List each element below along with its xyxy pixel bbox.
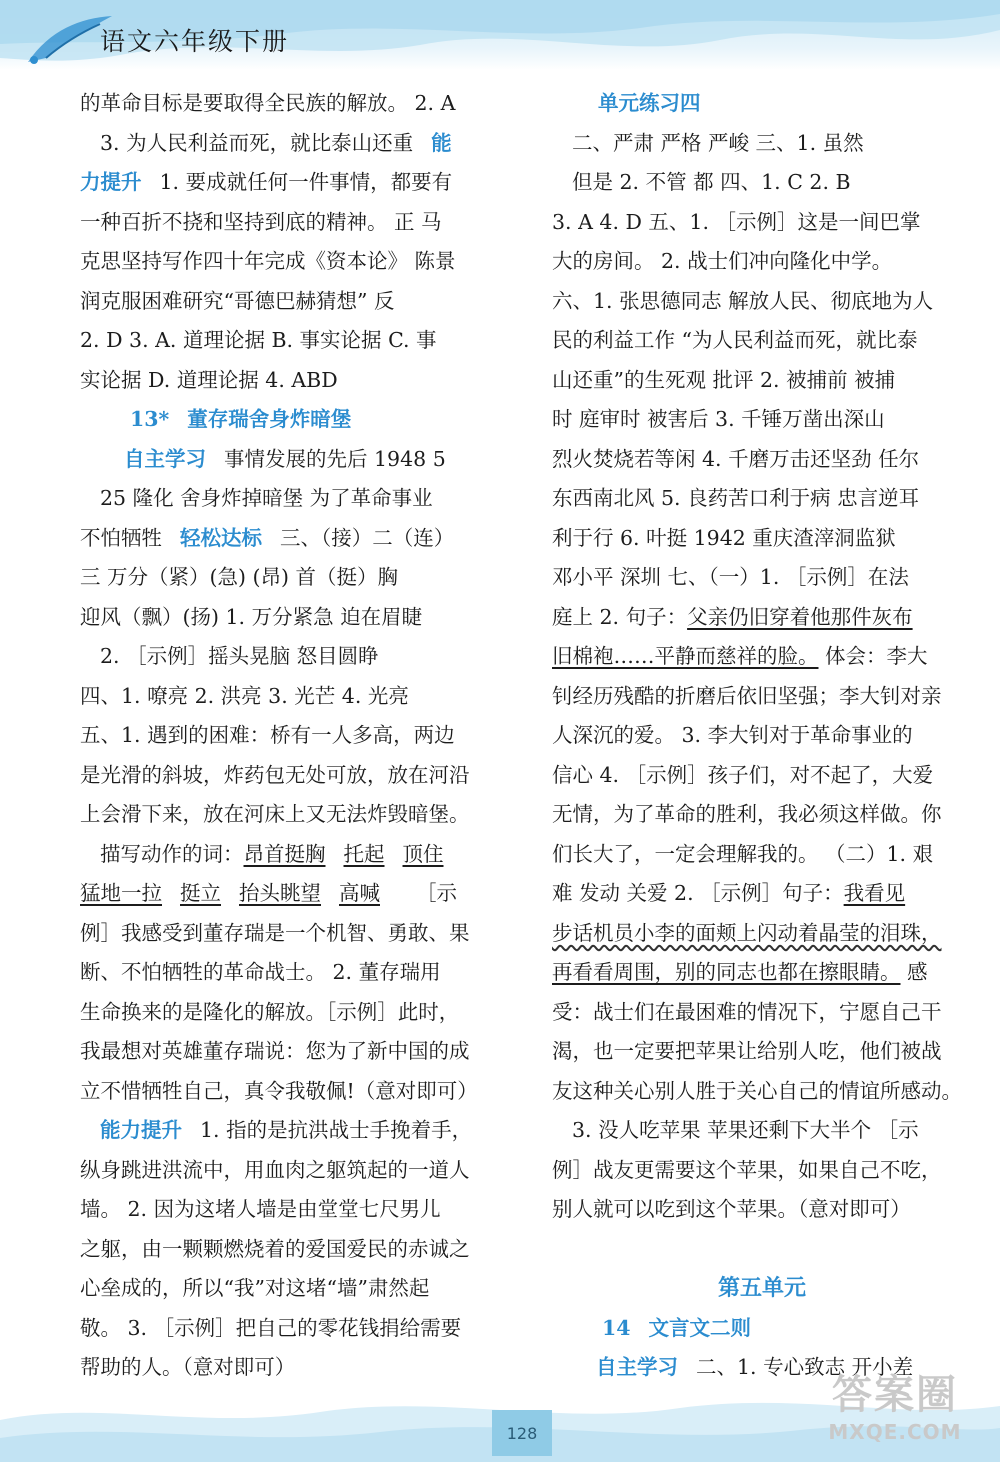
section-label: 自主学习 (124, 446, 206, 471)
text-line: 我最想对英雄董存瑞说：您为了新中国的成 (80, 1039, 470, 1063)
text-line: 时 庭审时 被害后 3. 千锤万凿出深山 (552, 407, 885, 431)
text-line: 二、严肃 严格 严峻 三、1. 虽然 (572, 130, 864, 155)
text-line: 四、1. 嘹亮 2. 洪亮 3. 光芒 4. 光亮 (80, 683, 409, 708)
text-line: 3. A 4. D 五、1. ［示例］这是一间巴掌 (552, 209, 921, 234)
watermark-logo: 答案圈 MXQE.COM (828, 1372, 962, 1444)
page-number: 128 (506, 1423, 538, 1443)
text-line: 能力提升 1. 指的是抗洪战士手挽着手， (100, 1118, 473, 1142)
text-line: 之躯，由一颗颗燃烧着的爱国爱民的赤诚之 (80, 1236, 470, 1261)
unit-heading: 单元练习四 (598, 91, 701, 115)
text-line: 难 发动 关爱 2. ［示例］句子：我看见 (552, 881, 906, 905)
text-line: 一种百折不挠和坚持到底的精神。 正 马 (80, 209, 442, 234)
text-line: 三 万分（紧）(急) (昂) 首（挺）胸 (80, 565, 399, 589)
text-line: 描写动作的词：昂首挺胸 托起 顶住 (100, 841, 444, 866)
text-line: 心垒成的，所以“我”对这堵“墙”肃然起 (80, 1276, 430, 1300)
text-line: 生命换来的是隆化的解放。［示例］此时， (80, 999, 460, 1024)
text-line: 25 隆化 舍身炸掉暗堡 为了革命事业 (100, 486, 433, 510)
text-line: 2. ［示例］摇头晃脑 怒目圆睁 (100, 644, 379, 668)
text-line: 上会滑下来，放在河床上又无法炸毁暗堡。 (80, 802, 470, 826)
text-line: 别人就可以吃到这个苹果。（意对即可） (552, 1197, 911, 1221)
spacer (552, 1230, 972, 1270)
text-line: 立不惜牺牲自己，真令我敬佩!（意对即可） (80, 1078, 478, 1103)
text-line: 大的房间。 2. 战士们冲向隆化中学。 (552, 249, 893, 273)
unit-heading: 第五单元 (717, 1275, 806, 1301)
text-line: 五、1. 遇到的困难：桥有一人多高，两边 (80, 723, 455, 747)
text-line: 信心 4. ［示例］孩子们，对不起了，大爱 (552, 762, 934, 787)
text-line: 克思坚持写作四十年完成《资本论》 陈景 (80, 249, 456, 273)
text-line: 步话机员小李的面颊上闪动着晶莹的泪珠， (552, 920, 942, 945)
text-line: 不怕牺牲 轻松达标 三、（接）二（连） (80, 525, 455, 550)
section-label: 自主学习 (596, 1355, 678, 1379)
text-line: 例］战友更需要这个苹果，如果自己不吃， (552, 1157, 942, 1182)
right-column (552, 84, 972, 1388)
text-line: 渴，也一定要把苹果让给别人吃，他们被战 (552, 1039, 942, 1063)
text-line: 猛地一拉 挺立 抬头眺望 高喊 ［示 (80, 881, 457, 905)
text-line: 迎风（飘）(扬) 1. 万分紧急 迫在眉睫 (80, 604, 423, 629)
section-label: 能 (431, 130, 452, 155)
text-line: 纵身跳进洪流中，用血肉之躯筑起的一道人 (80, 1157, 470, 1182)
text-line: 山还重”的生死观 批评 2. 被捕前 被捕 (552, 367, 896, 392)
text-line: 墙。 2. 因为这堵人墙是由堂堂七尺男儿 (80, 1197, 441, 1221)
text-line: 例］我感受到董存瑞是一个机智、勇敢、果 (80, 920, 470, 945)
text-line: 2. D 3. A. 道理论据 B. 事实论据 C. 事 (80, 328, 437, 352)
text-line: 民的利益工作 “为人民利益而死，就比泰 (552, 328, 918, 352)
text-line: 敬。 3. ［示例］把自己的零花钱捐给需要 (80, 1315, 462, 1340)
text-line: 断、不怕牺牲的革命战士。 2. 董存瑞用 (80, 960, 441, 984)
text-line: 是光滑的斜坡，炸药包无处可放，放在河沿 (80, 762, 470, 787)
text-line: 但是 2. 不管 都 四、1. C 2. B (572, 170, 851, 194)
section-label: 能力提升 (100, 1118, 182, 1142)
text-line: 帮助的人。（意对即可） (80, 1355, 296, 1379)
text-line: 六、1. 张思德同志 解放人民、彻底地为人 (552, 288, 934, 313)
text-line: 实论据 D. 道理论据 4. ABD (80, 367, 338, 392)
text-line: 人深沉的爱。 3. 李大钊对于革命事业的 (552, 723, 913, 747)
section-label: 轻松达标 (180, 525, 262, 550)
text-line: 邓小平 深圳 七、（一）1. ［示例］在法 (552, 565, 909, 589)
text-line: 无情，为了革命的胜利，我必须这样做。你 (552, 802, 942, 826)
lesson-title: 文言文二则 (648, 1315, 752, 1340)
text-line: 钊经历残酷的折磨后依旧坚强；李大钊对亲 (552, 683, 942, 708)
left-column (80, 84, 500, 1388)
page-number-box (492, 1410, 552, 1456)
text-line: 自主学习 二、1. 专心致志 开小差 (596, 1355, 914, 1379)
text-line: 再看看周围，别的同志也都在擦眼睛。 感 (552, 960, 928, 984)
text-line: 庭上 2. 句子：父亲仍旧穿着他那件灰布 (552, 604, 913, 629)
lesson-heading: 14 文言文二则 (602, 1315, 752, 1340)
text-line: 受：战士们在最困难的情况下，宁愿自己干 (552, 999, 942, 1024)
text-line: 们长大了，一定会理解我的。 （二）1. 艰 (552, 841, 934, 866)
text-line: 3. 没人吃苹果 苹果还剩下大半个 ［示 (572, 1118, 919, 1142)
text-line: 力提升 1. 要成就任何一件事情，都要有 (80, 170, 453, 194)
text-line: 自主学习 事情发展的先后 1948 5 (124, 446, 446, 471)
section-label: 力提升 (80, 170, 142, 194)
book-title: 语文六年级下册 (100, 27, 290, 56)
text-line: 旧棉袍……平静而慈祥的脸。 体会：李大 (552, 644, 928, 668)
text-line: 的革命目标是要取得全民族的解放。 2. A (80, 91, 456, 115)
text-line: 烈火焚烧若等闲 4. 千磨万击还坚劲 任尔 (552, 446, 920, 471)
lesson-heading: 13* 董存瑞舍身炸暗堡 (130, 407, 352, 431)
text-line: 友这种关心别人胜于关心自己的情谊所感动。 (552, 1078, 962, 1103)
text-line: 利于行 6. 叶挺 1942 重庆渣滓洞监狱 (552, 525, 896, 550)
lesson-title: 董存瑞舍身炸暗堡 (187, 407, 352, 431)
text-line: 东西南北风 5. 良药苦口利于病 忠言逆耳 (552, 486, 920, 510)
text-line: 润克服困难研究“哥德巴赫猜想” 反 (80, 288, 395, 313)
text-line: 3. 为人民利益而死，就比泰山还重 能 (100, 130, 452, 155)
